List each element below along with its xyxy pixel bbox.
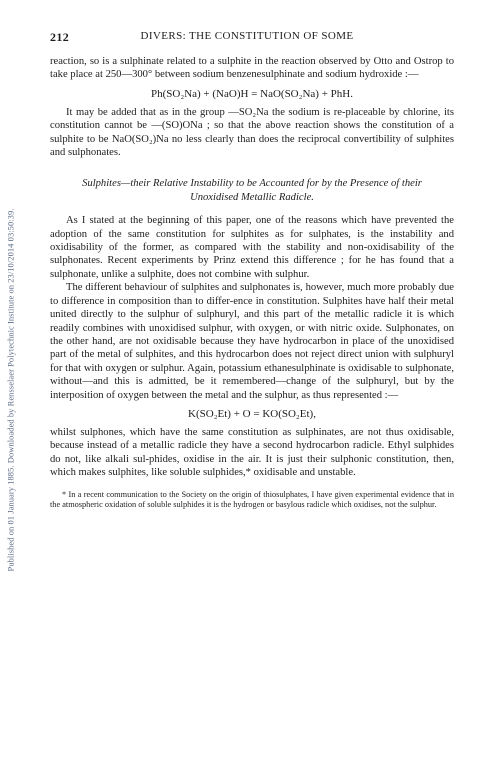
paragraph-1: reaction, so is a sulphinate related to a sulphite in the reaction observed by Otto and Ostrop to take place at 250—300° between sodium benzenesulphinate and sodium hydroxide :— [50,56,454,81]
publication-stamp [4,40,16,740]
equation-2: K(SO₂Et) + O = KO(SO₂Et), [188,407,316,420]
page-number: 212 [50,30,70,44]
section-title: Sulphites—their Relative Instability to be Accounted for by the Presence of their Unoxidised Metallic Radicle. [82,178,422,203]
running-title: DIVERS: THE CONSTITUTION OF SOME [140,30,354,42]
paragraph-4: The different behaviour of sulphites and sulphonates is, however, much more probably due to difference in composition than to differ-ence in constitution. Sulphites have half their metal united directly to the sulphur of sulphuryl, and this part of the metallic radicle it is which readily combines with unoxidised sulphur, with oxygen, or with nitric oxide. Sulphonates, on the other hand, are not oxidisable because they have hydrocarbon in place of the unoxidised part of the metal of sulphites, and this hydrocarbon does not reject direct union with sulphuryl for that with oxygen or sulphur. Again, potassium ethanesulphinate is oxidisable to sulphonate, without—and this is admitted, be it remembered—change of the sulphuryl, but by the interposition of oxygen between the metal and the sulphur, as thus represented :— [50,282,454,401]
equation-1: Ph(SO₂Na) + (NaO)H = NaO(SO₂Na) + PhH. [151,87,353,100]
footnote: * In a recent communication to the Society on the origin of thiosulphates, I have given experimental evidence that in the atmospheric oxidation of soluble sulphides it is the hydrogen or basylous radicle which oxidises, not the sulphur. [50,489,454,509]
publication-stamp-text: Published on 01 January 1885. Downloaded by Rensselaer Polytechnic Institute on 23/10/2014 03:50:39. [5,208,15,572]
paragraph-5: whilst sulphones, which have the same constitution as sulphinates, are not thus oxidisable, because instead of a metallic radicle they have a second hydrocarbon radicle. Ethyl sulphides do not, like alkali sul-phides, oxidise in the air. It is just their sulphonic constitution, then, which makes sulphites, like soluble sulphides,* oxidisable and unstable. [50,426,454,479]
paragraph-2: It may be added that as in the group —SO₂Na the sodium is re-placeable by chlorine, its constitution cannot be —(SO)ONa ; so that the above reaction shows the constitution of a sulphite to be NaO(SO₂)Na no less clearly than does the reciprocal convertibility of sulphites and sulphonates. [50,106,454,159]
page-body [50,30,454,510]
page-header [50,30,454,45]
paragraph-3: As I stated at the beginning of this paper, one of the reasons which have prevented the adoption of the same constitution for sulphites as for sulphates, is the instability and oxidisability of the former, as compared with the stability and non-oxidisability of the sulphonates. Recent experiments by Prinz extend this difference ; for he has found that a sulphonate, unlike a sulphite, does not combine with sulphur. [50,215,454,280]
